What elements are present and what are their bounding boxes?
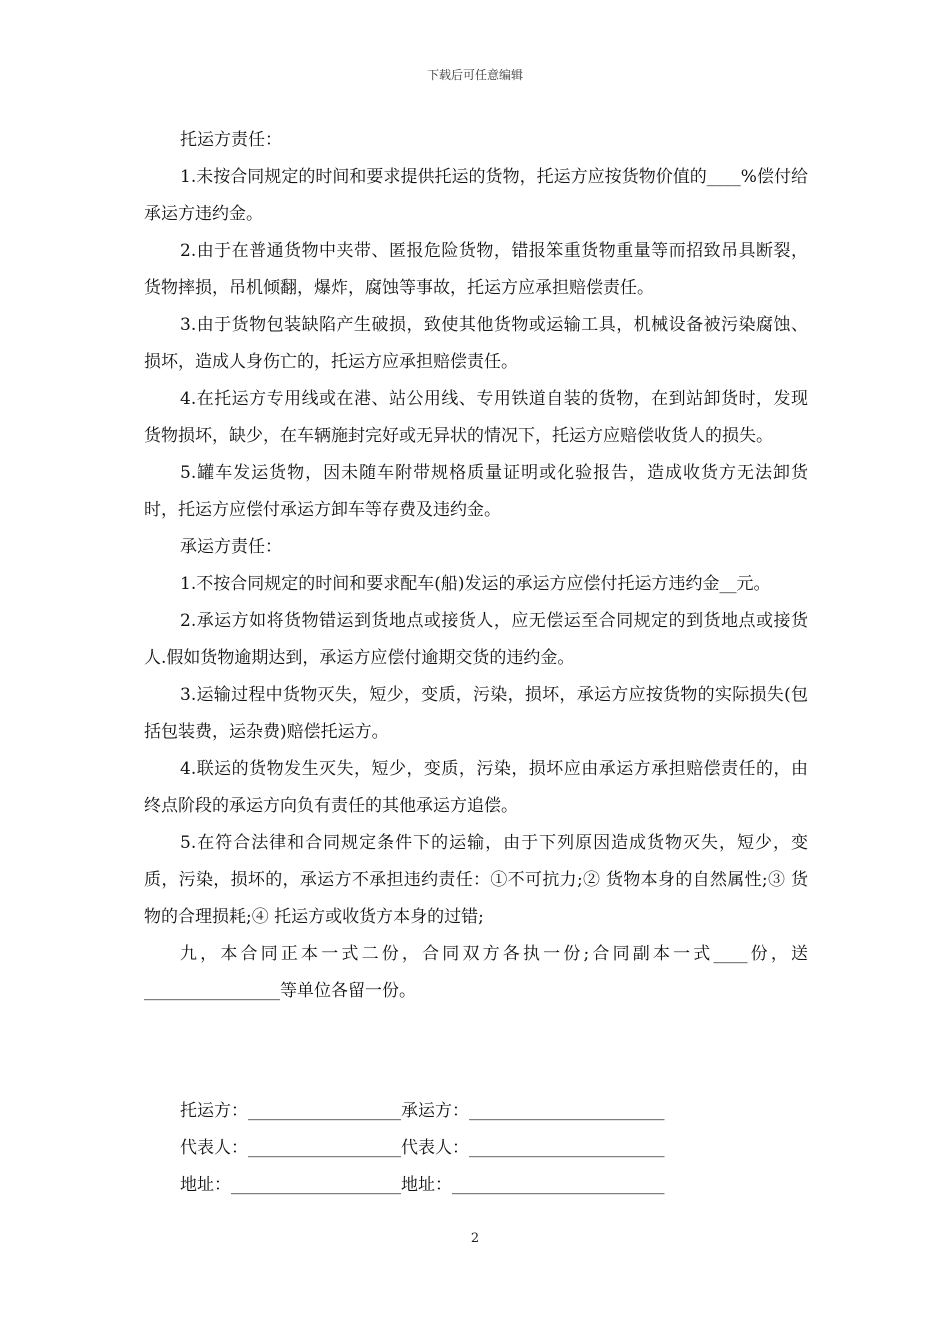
carrier-item-4: 4.联运的货物发生灭失，短少，变质，污染，损坏应由承运方承担赔偿责任的，由终点阶段的承运方向负有责任的其他承运方追偿。 (144, 759, 808, 816)
signature-row-shipper (180, 1096, 665, 1126)
shipper-heading: 托运方责任： (180, 130, 282, 150)
carrier-item-3: 3.运输过程中货物灭失，短少，变质，污染，损坏，承运方应按货物的实际损失(包括包装费，运杂费)赔偿托运方。 (144, 685, 808, 742)
signature-shipper-address: 地址：____________________ (180, 1175, 401, 1195)
page-header-note: 下载后可任意编辑 (426, 68, 523, 82)
shipper-item-5: 5.罐车发运货物，因未随车附带规格质量证明或化验报告，造成收货方无法卸货时，托运方应偿付承运方卸车等存费及违约金。 (144, 463, 808, 520)
carrier-item-2: 2.承运方如将货物错运到货地点或接货人，应无偿运至合同规定的到货地点或接货人.假如货物逾期达到，承运方应偿付逾期交货的违约金。 (144, 611, 808, 668)
shipper-item-2: 2.由于在普通货物中夹带、匿报危险货物，错报笨重货物重量等而招致吊具断裂，货物摔损，吊机倾翻，爆炸，腐蚀等事故，托运方应承担赔偿责任。 (144, 241, 808, 298)
page-number: 2 (470, 1231, 480, 1246)
carrier-heading: 承运方责任： (180, 537, 282, 557)
signature-row-address (180, 1170, 665, 1200)
signature-shipper-representative: 代表人：__________________ (180, 1138, 401, 1158)
signature-carrier-representative: 代表人：_______________________ (401, 1138, 665, 1158)
carrier-item-1: 1.不按合同规定的时间和要求配车(船)发运的承运方应偿付托运方违约金__元。 (180, 574, 771, 594)
clause-nine: 九，本合同正本一式二份，合同双方各执一份;合同副本一式____份，送________________等单位各留一份。 (144, 944, 808, 1001)
carrier-item-5: 5.在符合法律和合同规定条件下的运输，由于下列原因造成货物灭失，短少，变质，污染，损坏的，承运方不承担违约责任：①不可抗力;② 货物本身的自然属性;③ 货物的合理损耗;④ 托运方或收货方本身的过错; (144, 833, 808, 927)
shipper-item-4: 4.在托运方专用线或在港、站公用线、专用铁道自装的货物，在到站卸货时，发现货物损坏，缺少，在车辆施封完好或无异状的情况下，托运方应赔偿收货人的损失。 (144, 389, 808, 446)
shipper-item-1: 1.未按合同规定的时间和要求提供托运的货物，托运方应按货物价值的____%偿付给承运方违约金。 (144, 167, 808, 224)
signature-carrier-address: 地址：_________________________ (401, 1175, 665, 1195)
shipper-item-3: 3.由于货物包装缺陷产生破损，致使其他货物或运输工具，机械设备被污染腐蚀、损坏，造成人身伤亡的，托运方应承担赔偿责任。 (144, 315, 808, 372)
signature-row-representative (180, 1133, 665, 1163)
signature-shipper: 托运方：__________________ (180, 1101, 401, 1121)
contract-body (144, 122, 808, 1010)
signature-carrier: 承运方：_______________________ (401, 1101, 665, 1121)
